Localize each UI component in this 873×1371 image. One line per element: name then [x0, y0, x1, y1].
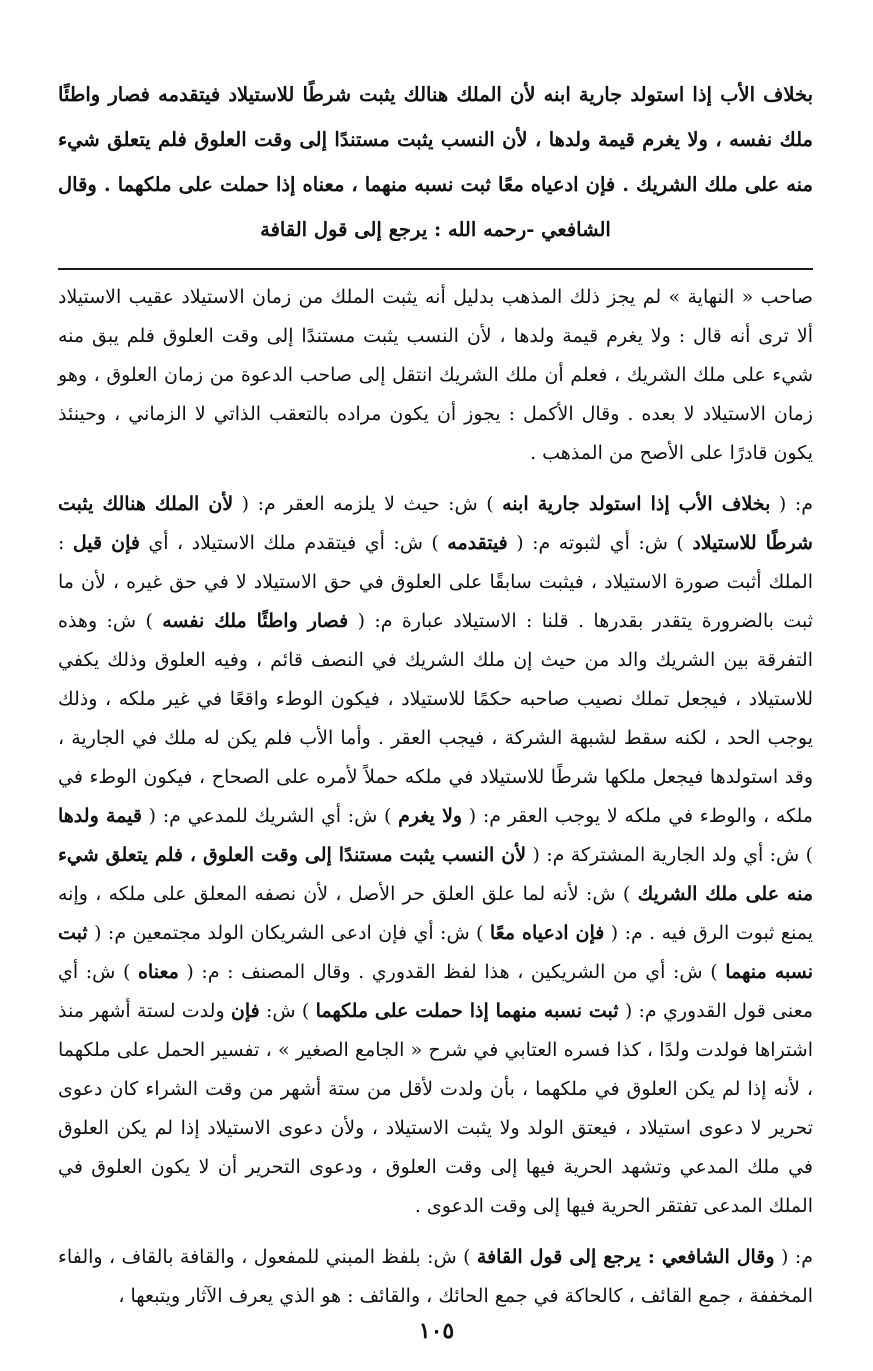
commentary-text: ) ش: أي فيتقدم ملك الاستيلاد ، أي	[139, 532, 448, 554]
matn-quote: فإن	[230, 1000, 260, 1022]
matn-quote: فصار واطئًا ملك نفسه	[162, 610, 349, 632]
matn-quote: قيمة ولدها	[58, 805, 142, 827]
commentary-text: ) ش: حيث لا يلزمه العقر م: (	[233, 493, 503, 515]
matn-quote: لأن النسب يثبت مستندًا إلى وقت العلوق ، فلم يتعلق شيء منه على ملك الشريك	[58, 844, 814, 905]
matn-quote: فإن قيل	[72, 532, 140, 554]
matn-quote: ثبت نسبه منهما	[58, 922, 813, 983]
commentary-text: ) ش:	[259, 1000, 316, 1022]
matn-quote: ثبت نسبه منهما إذا حملت على ملكهما	[315, 1000, 619, 1022]
book-page	[58, 72, 813, 1371]
paragraph-gap	[58, 473, 813, 485]
matn-quote: وقال الشافعي : يرجع إلى قول القافة	[476, 1246, 775, 1268]
commentary-text: ) ش: أي الشريك للمدعي م: (	[141, 805, 399, 827]
matn-text: بخلاف الأب إذا استولد جارية ابنه لأن الملك هنالك يثبت شرطًا للاستيلاد فيتقدمه فصار واطئًا ملك نفسه ، ولا يغرم قيمة ولدها ، لأن النسب يثبت مستندًا إلى وقت العلوق فلم يتعلق شيء منه على ملك الشريك . فإن ادعياه معًا ثبت نسبه منهما ، معناه إذا حملت على ملكهما . وقال الشافعي -رحمه الله : يرجع إلى قول القافة	[58, 83, 813, 241]
commentary-text: ) ش: بلفظ المبني للمفعول ، والقافة بالقاف ، والفاء المخففة ، جمع القائف ، كالحاكة في جمع الحائك ، والقائف : هو الذي يعرف الآثار ويتبعها ،	[58, 1246, 813, 1307]
separator-line	[58, 268, 813, 270]
commentary-text: ) ش: لأنه لما علق العلق حر الأصل ، لأن نصفه المعلق على ملكه ، وإنه يمنع ثبوت الرق فيه . م: (	[58, 883, 813, 944]
commentary-text: ) ش: أي لثبوته م: (	[507, 532, 693, 554]
commentary-text: ولدت لستة أشهر منذ اشتراها فولدت ولدًا ، كذا فسره العتابي في شرح « الجامع الصغير » ، تفسير الحمل على ملكهما ، لأنه إذا لم يكن العلوق في ملكهما ، بأن ولدت لأقل من ستة أشهر من وقت الشراء كان دعوى تحرير لا دعوى استيلاد ، فيعتق الولد ولا يثبت الاستيلاد ، ولأن دعوى الاستيلاد إذا لم يكن العلوق في ملك المدعي وتشهد الحرية فيها إلى وقت العلوق ، ودعوى التحرير أن لا يكون العلوق في الملك المدعى تفتقر الحرية فيها إلى وقت الدعوى .	[58, 1000, 813, 1217]
commentary-text: ) ش: أي ولد الجارية المشتركة م: (	[526, 844, 813, 866]
matn-quote: ولا يغرم	[398, 805, 463, 827]
commentary-text: : الملك أثبت صورة الاستيلاد ، فيثبت سابقًا على العلوق في حق الاستيلاد لا في حق غيره ، لأن ما ثبت بالضرورة يتقدر بقدرها . قلنا : الاستيلاد عبارة م: (	[58, 532, 813, 632]
commentary-text: ) ش: أي فإن ادعى الشريكان الولد مجتمعين م: (	[87, 922, 490, 944]
matn-quote: فيتقدمه	[447, 532, 508, 554]
commentary-paragraph-2	[58, 485, 813, 1226]
commentary-paragraph-3	[58, 1238, 813, 1316]
matn-quote: فإن ادعياه معًا	[489, 922, 605, 944]
commentary-paragraph-1: صاحب « النهاية » لم يجز ذلك المذهب بدليل أنه يثبت الملك من زمان الاستيلاد عقيب الاستيلاد ألا ترى أنه قال : ولا يغرم قيمة ولدها ، لأن النسب يثبت مستندًا إلى وقت العلوق فلم يبق منه شيء على ملك الشريك ، فعلم أن ملك الشريك انتقل إلى صاحب الدعوة من زمان العلوق ، وهو زمان الاستيلاد لا بعده . وقال الأكمل : يجوز أن يكون مراده بالتعقب الذاتي لا الزماني ، وحينئذ يكون قادرًا على الأصح من المذهب .	[58, 286, 813, 464]
commentary-text: ) ش: أي معنى قول القدوري م: (	[58, 961, 814, 1022]
commentary-text: م: (	[774, 1246, 813, 1268]
matn-quote: لأن الملك هنالك يثبت شرطًا للاستيلاد	[58, 493, 813, 554]
paragraph-gap	[58, 1226, 813, 1238]
commentary-text: ) ش: وهذه التفرقة بين الشريك والد من حيث إن ملك الشريك في النصف قائم ، وفيه العلوق وذلك يكفي للاستيلاد ، فيجعل تملك نصيب صاحبه حكمًا للاستيلاد ، فيكون الوطء واقعًا في غير ملكه ، وذلك يوجب الحد ، لكنه سقط لشبهة الشركة ، فيجب العقر . وأما الأب فلم يكن له ملك في الجارية ، وقد استولدها فيجعل ملكها شرطًا للاستيلاد في ملكه حملاً لأمره على الصحاح ، فيكون الوطء في ملكه ، والوطء في ملكه لا يوجب العقر م: (	[58, 610, 813, 827]
matn-quote: بخلاف الأب إذا استولد جارية ابنه	[502, 493, 771, 515]
commentary-text: ) ش: أي من الشريكين ، هذا لفظ القدوري . وقال المصنف : م: (	[178, 961, 726, 983]
matn-quote: معناه	[137, 961, 179, 983]
page-number: ١٠٥	[418, 1318, 455, 1344]
commentary-text: م: (	[770, 493, 813, 515]
